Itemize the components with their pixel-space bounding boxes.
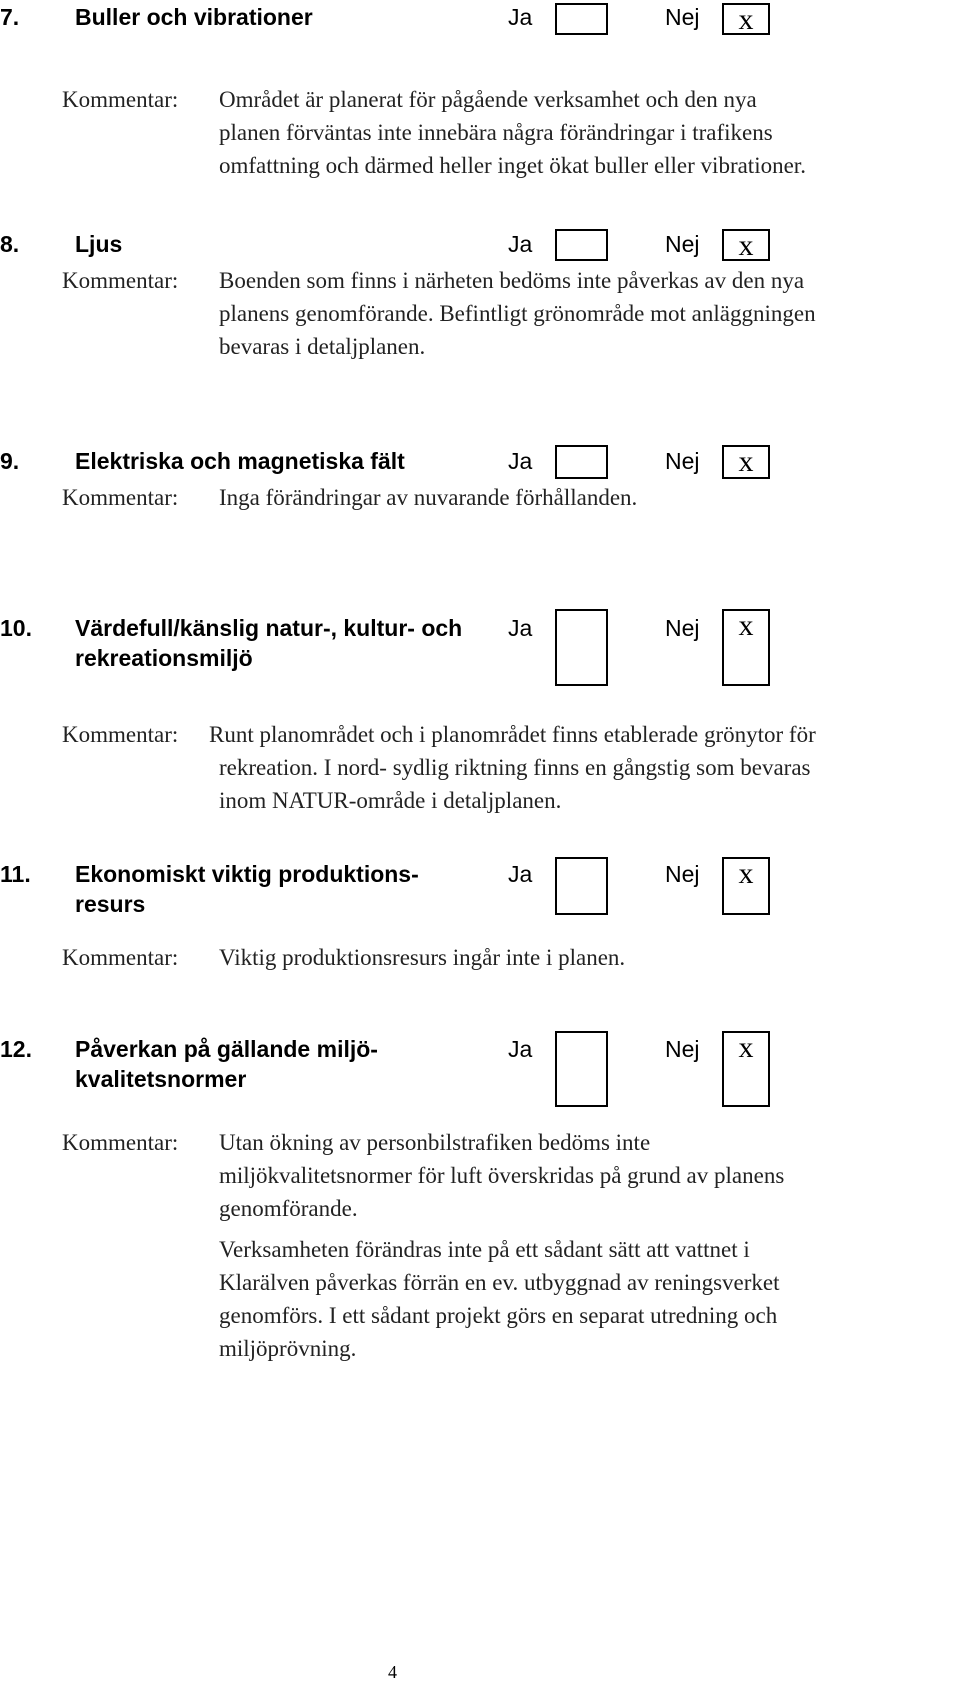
comment-label: Kommentar: bbox=[62, 1130, 179, 1155]
comment-line: Verksamheten förändras inte på ett sådant sätt att vattnet i bbox=[219, 1237, 750, 1262]
nej-label: Nej bbox=[665, 231, 700, 257]
nej-checkbox[interactable] bbox=[722, 857, 770, 915]
x-mark: x bbox=[738, 609, 754, 642]
comment-label: Kommentar: bbox=[62, 268, 179, 293]
comment-text bbox=[219, 481, 637, 514]
ja-label: Ja bbox=[508, 4, 533, 30]
section-title bbox=[75, 613, 462, 673]
nej-label: Nej bbox=[665, 615, 700, 641]
section-number: 8. bbox=[0, 231, 20, 257]
comment-line: Klarälven påverkas förrän en ev. utbyggnad av reningsverket bbox=[219, 1270, 780, 1295]
comment-label: Kommentar: bbox=[62, 485, 179, 510]
comment-line: Området är planerat för pågående verksamhet och den nya bbox=[219, 87, 757, 112]
ja-checkbox[interactable] bbox=[555, 3, 608, 35]
ja-label: Ja bbox=[508, 448, 533, 474]
ja-checkbox[interactable] bbox=[555, 857, 608, 915]
x-mark: x bbox=[738, 857, 754, 890]
x-mark: x bbox=[738, 445, 754, 478]
section-title-line: Värdefull/känslig natur-, kultur- och bbox=[75, 615, 463, 641]
section-title-line: rekreationsmiljö bbox=[75, 645, 253, 671]
section-title bbox=[75, 1034, 378, 1094]
comment-line: planens genomförande. Befintligt grönområde mot anläggningen bbox=[219, 301, 816, 326]
x-mark: x bbox=[738, 229, 754, 262]
nej-checkbox[interactable] bbox=[722, 3, 770, 35]
comment-line: Viktig produktionsresurs ingår inte i planen. bbox=[219, 945, 626, 970]
ja-label: Ja bbox=[508, 231, 533, 257]
comment-line: Boenden som finns i närheten bedöms inte påverkas av den nya bbox=[219, 268, 805, 293]
nej-label: Nej bbox=[665, 4, 700, 30]
x-mark: x bbox=[738, 1031, 754, 1064]
nej-label: Nej bbox=[665, 1036, 700, 1062]
comment-line: planen förväntas inte innebära några förändringar i trafikens bbox=[219, 120, 773, 145]
page-number: 4 bbox=[388, 1662, 397, 1682]
comment-line: rekreation. I nord- sydlig riktning finns en gångstig som bevaras bbox=[219, 755, 811, 780]
nej-label: Nej bbox=[665, 861, 700, 887]
nej-checkbox[interactable] bbox=[722, 609, 770, 686]
comment-label: Kommentar: bbox=[62, 945, 179, 970]
comment-line: inom NATUR-område i detaljplanen. bbox=[219, 788, 562, 813]
comment-text bbox=[219, 1126, 784, 1225]
ja-label: Ja bbox=[508, 615, 533, 641]
section-number: 7. bbox=[0, 4, 20, 30]
section-title-line: kvalitetsnormer bbox=[75, 1066, 247, 1092]
comment-text bbox=[219, 941, 625, 974]
comment-text bbox=[219, 1233, 780, 1365]
section-title-line: Elektriska och magnetiska fält bbox=[75, 448, 405, 474]
x-mark: x bbox=[738, 3, 754, 36]
comment-label: Kommentar: bbox=[62, 87, 179, 112]
nej-checkbox[interactable] bbox=[722, 445, 770, 479]
ja-checkbox[interactable] bbox=[555, 445, 608, 479]
comment-text bbox=[219, 83, 806, 182]
comment-line: bevaras i detaljplanen. bbox=[219, 334, 426, 359]
comment-line: miljöprövning. bbox=[219, 1336, 357, 1361]
section-number: 11. bbox=[0, 861, 31, 887]
ja-checkbox[interactable] bbox=[555, 1031, 608, 1107]
nej-checkbox[interactable] bbox=[722, 229, 770, 261]
comment-text bbox=[209, 718, 816, 817]
comment-text bbox=[219, 264, 816, 363]
section-title bbox=[75, 446, 405, 476]
section-title-line: Påverkan på gällande miljö- bbox=[75, 1036, 378, 1062]
section-number: 10. bbox=[0, 615, 32, 641]
comment-line: genomförs. I ett sådant projekt görs en separat utredning och bbox=[219, 1303, 778, 1328]
section-title-line: resurs bbox=[75, 891, 146, 917]
nej-label: Nej bbox=[665, 448, 700, 474]
section-title-line: Ekonomiskt viktig produktions- bbox=[75, 861, 419, 887]
section-title bbox=[75, 2, 313, 32]
section-number: 12. bbox=[0, 1036, 32, 1062]
comment-label: Kommentar: bbox=[62, 722, 179, 747]
comment-line: omfattning och därmed heller inget ökat buller eller vibrationer. bbox=[219, 153, 806, 178]
ja-checkbox[interactable] bbox=[555, 609, 608, 686]
nej-checkbox[interactable] bbox=[722, 1031, 770, 1107]
section-title bbox=[75, 229, 122, 259]
comment-line: miljökvalitetsnormer för luft överskridas på grund av planens bbox=[219, 1163, 785, 1188]
comment-line: Runt planområdet och i planområdet finns etablerade grönytor för bbox=[209, 722, 816, 747]
comment-line: Inga förändringar av nuvarande förhållanden. bbox=[219, 485, 638, 510]
ja-label: Ja bbox=[508, 1036, 533, 1062]
section-title-line: Buller och vibrationer bbox=[75, 4, 313, 30]
section-title-line: Ljus bbox=[75, 231, 123, 257]
comment-line: genomförande. bbox=[219, 1196, 358, 1221]
section-number: 9. bbox=[0, 448, 20, 474]
ja-checkbox[interactable] bbox=[555, 229, 608, 261]
comment-line: Utan ökning av personbilstrafiken bedöms inte bbox=[219, 1130, 651, 1155]
ja-label: Ja bbox=[508, 861, 533, 887]
section-title bbox=[75, 859, 419, 919]
